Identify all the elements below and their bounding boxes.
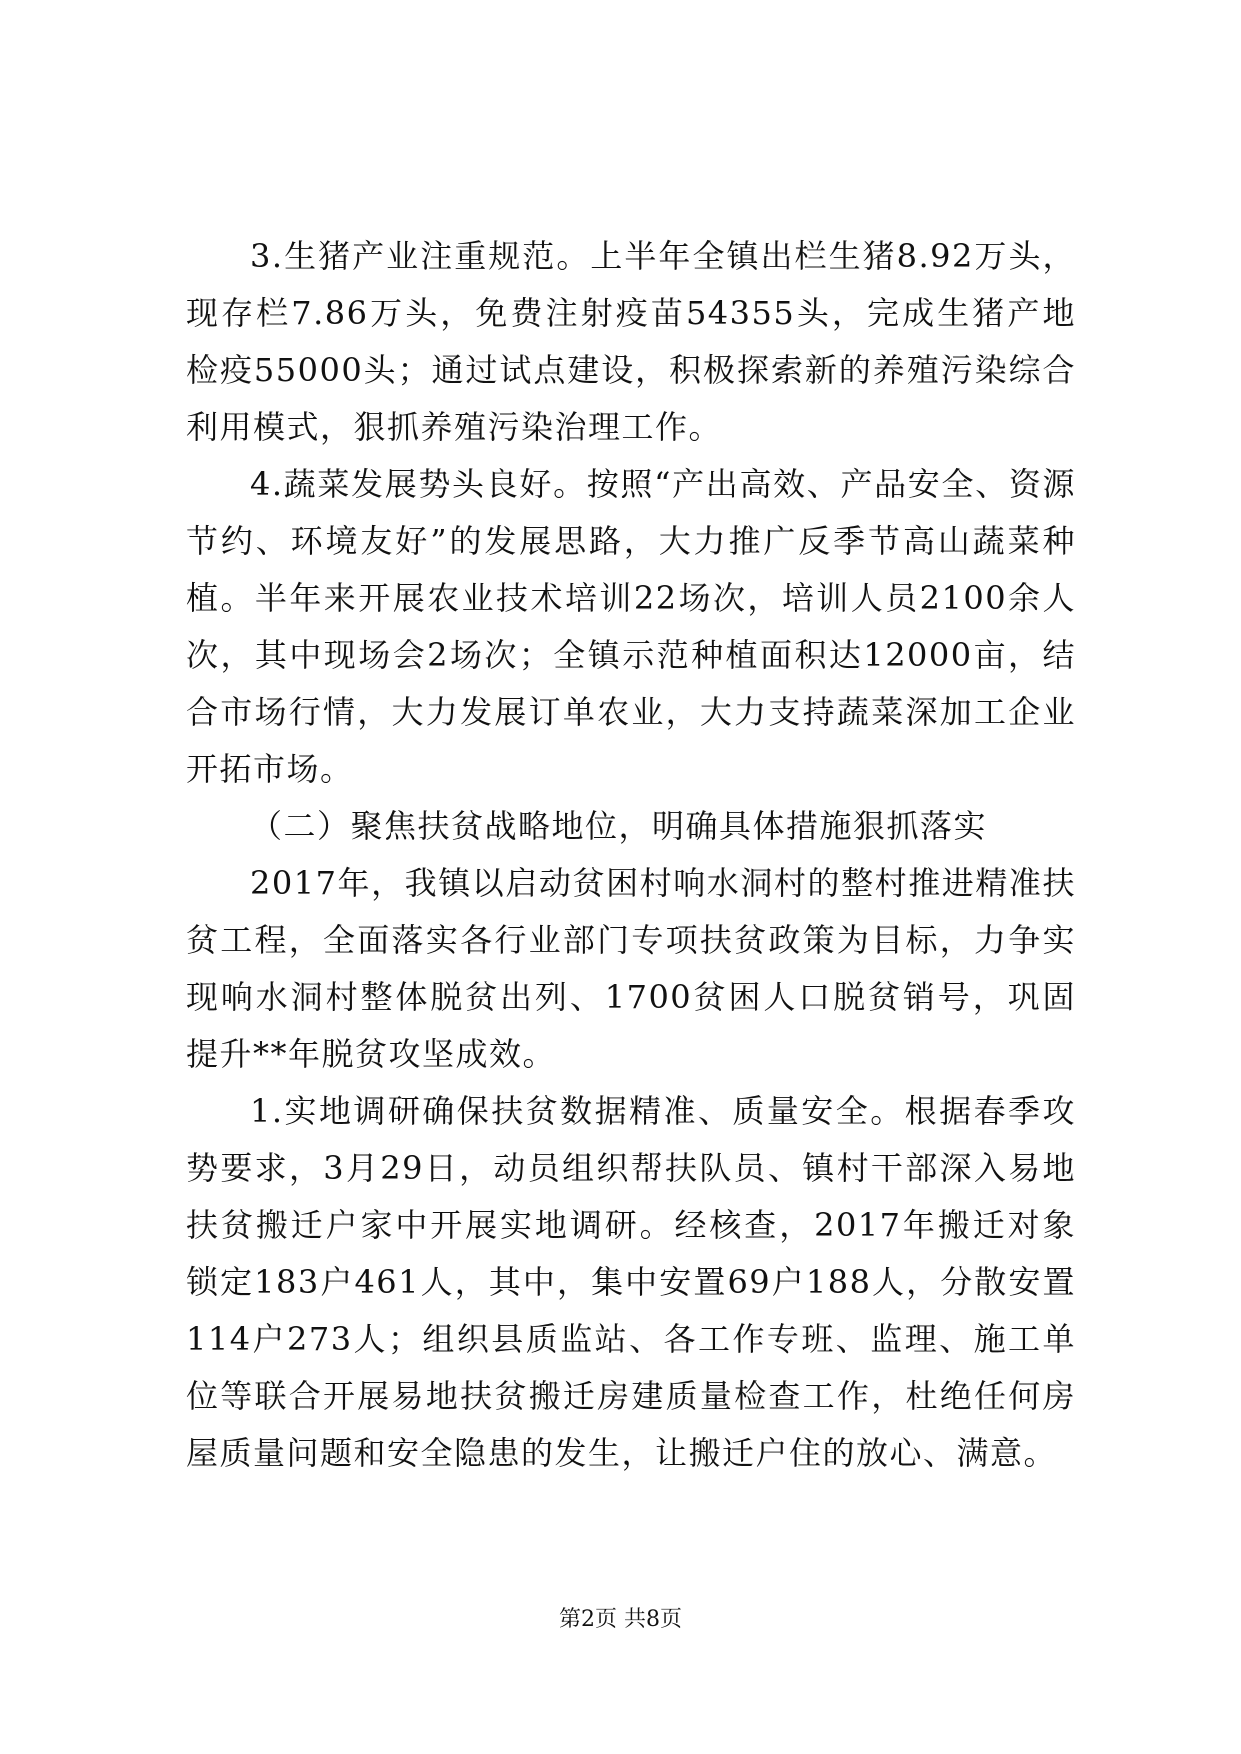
section-heading: （二）聚焦扶贫战略地位，明确具体措施狠抓落实 (250, 807, 988, 845)
paragraph-vegetable-development: 4.蔬菜发展势头良好。按照“产出高效、产品安全、资源节约、环境友好”的发展思路，大力推广反季节高山蔬菜种植。半年来开展农业技术培训22场次，培训人员2100余人次，其中现场会2场次；全镇示范种植面积达12000亩，结合市场行情，大力发展订单农业，大力支持蔬菜深加工企业开拓市场。 (186, 465, 1076, 788)
paragraph-pig-industry: 3.生猪产业注重规范。上半年全镇出栏生猪8.92万头，现存栏7.86万头，免费注射疫苗54355头，完成生猪产地检疫55000头；通过试点建设，积极探索新的养殖污染综合利用模式，狠抓养殖污染治理工作。 (186, 237, 1076, 446)
document-body (186, 228, 1076, 1482)
paragraph-poverty-goal: 2017年，我镇以启动贫困村响水洞村的整村推进精准扶贫工程，全面落实各行业部门专项扶贫政策为目标，力争实现响水洞村整体脱贫出列、1700贫困人口脱贫销号，巩固提升**年脱贫攻坚成效。 (186, 864, 1076, 1073)
page-number-footer: 第2页 共8页 (559, 1607, 682, 1632)
paragraph-field-research: 1.实地调研确保扶贫数据精准、质量安全。根据春季攻势要求，3月29日，动员组织帮扶队员、镇村干部深入易地扶贫搬迁户家中开展实地调研。经核查，2017年搬迁对象锁定183户461人，其中，集中安置69户188人，分散安置114户273人；组织县质监站、各工作专班、监理、施工单位等联合开展易地扶贫搬迁房建质量检查工作，杜绝任何房屋质量问题和安全隐患的发生，让搬迁户住的放心、满意。 (186, 1092, 1076, 1472)
